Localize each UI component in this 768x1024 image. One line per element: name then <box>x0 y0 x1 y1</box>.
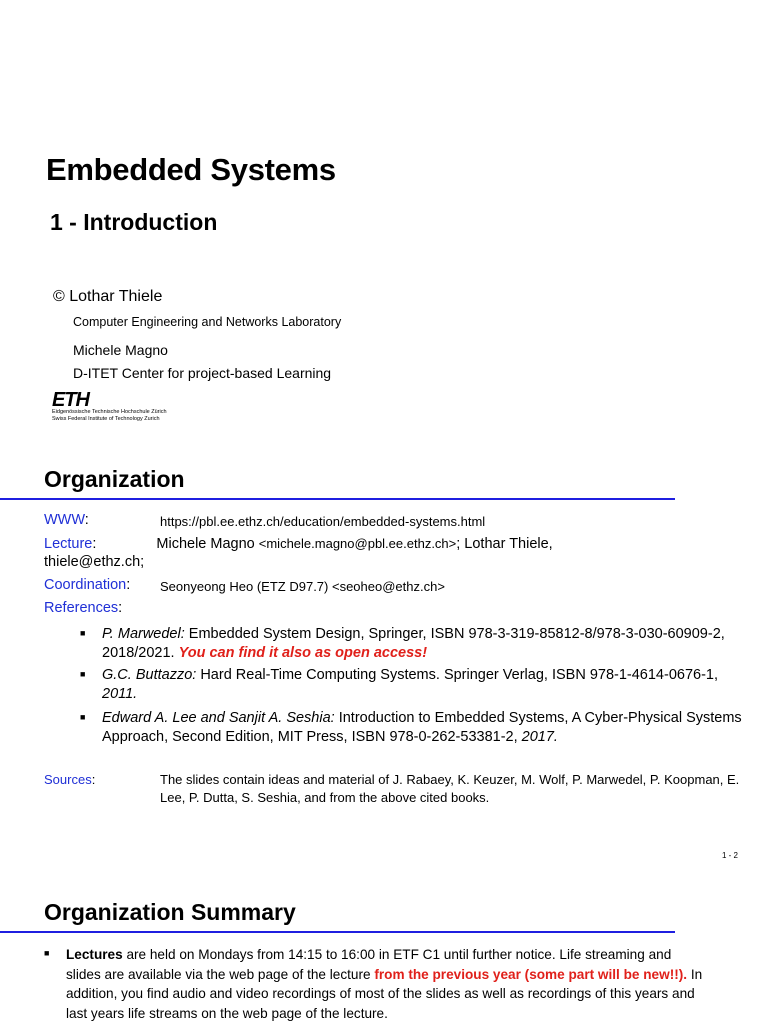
www-row <box>44 512 89 528</box>
lectures-bold: Lectures <box>66 947 123 962</box>
open-access-note: You can find it also as open access! <box>178 645 428 661</box>
lecture-rest1: ; Lothar Thiele, <box>456 536 553 552</box>
sources-label: Sources <box>44 772 92 787</box>
reference-item <box>102 709 742 747</box>
lecture-label: Lecture <box>44 536 93 552</box>
author-name: © Lothar Thiele <box>53 288 163 305</box>
eth-logo-line2: Swiss Federal Institute of Technology Zurich <box>52 416 160 422</box>
organization-heading: Organization <box>44 466 185 492</box>
heading-rule <box>0 498 675 500</box>
reference-author: G.C. Buttazzo: <box>102 667 197 683</box>
eth-logo-line1: Eidgenössische Technische Hochschule Zürich <box>52 409 167 415</box>
reference-year: 2011. <box>102 686 138 702</box>
sources-colon: : <box>91 772 96 787</box>
slide-title: Embedded Systems <box>46 152 336 187</box>
reference-item <box>102 666 742 704</box>
bullet-icon: ■ <box>44 948 50 958</box>
coordination-value: Seonyeong Heo (ETZ D97.7) <seoheo@ethz.ch> <box>160 579 445 594</box>
bullet-icon: ■ <box>80 628 86 638</box>
lecture-row <box>44 535 744 571</box>
sources-text: The slides contain ideas and material of J. Rabaey, K. Keuzer, M. Wolf, P. Marwedel, P. Koopman, E. Lee, P. Dutta, S. Seshia, and from the above cited books. <box>160 772 740 805</box>
reference-item <box>102 625 742 663</box>
lectures-text1: are held on Mondays from 14:15 to 16:00 in ETF C1 until further notice. Life streaming and slides are available via the web page of the lecture <box>66 947 672 982</box>
page-number: 1 - 2 <box>721 851 738 860</box>
lectures-text2: In addition, you find audio and video recordings of most of the slides as well as recordings of this years and last years life streams on the web page of the lecture. <box>66 966 703 1021</box>
eth-logo <box>52 391 192 423</box>
reference-text: Hard Real-Time Computing Systems. Springer Verlag, ISBN 978-1-4614-0676-1, <box>196 667 718 683</box>
previous-year-note: from the previous year (some part will be new!!). <box>374 966 688 982</box>
lecture-colon: : <box>92 536 97 552</box>
lectures-paragraph <box>66 945 706 1023</box>
references-colon: : <box>118 600 123 616</box>
coordination-row <box>44 577 130 593</box>
references-row <box>44 600 122 616</box>
reference-text: Embedded System Design, Springer, ISBN 978-3-319-85812-8/978-3-030-60909-2, 2018/2021. <box>102 626 725 661</box>
lecturer-email: <michele.magno@pbl.ee.ethz.ch> <box>258 536 457 551</box>
reference-author: P. Marwedel: <box>102 626 185 642</box>
reference-year: 2017. <box>521 729 558 745</box>
www-link[interactable]: https://pbl.ee.ethz.ch/education/embedded-systems.html <box>160 514 486 529</box>
references-label: References <box>44 600 119 616</box>
organization-summary-heading: Organization Summary <box>44 899 296 925</box>
sources-row <box>44 772 95 787</box>
eth-logo-mark: ETH <box>52 389 89 411</box>
coordination-colon: : <box>126 577 131 593</box>
reference-author: Edward A. Lee and Sanjit A. Seshia: <box>102 710 335 726</box>
bullet-icon: ■ <box>80 712 86 722</box>
lecture-rest2: thiele@ethz.ch; <box>44 554 145 570</box>
www-colon: : <box>84 512 89 528</box>
coauthor-name: Michele Magno <box>73 342 168 358</box>
lab-name: Computer Engineering and Networks Laboratory <box>73 315 342 329</box>
lecturer-name: Michele Magno <box>156 536 255 552</box>
slide-subtitle: 1 - Introduction <box>50 209 218 235</box>
bullet-icon: ■ <box>80 669 86 679</box>
center-name: D-ITET Center for project-based Learning <box>73 365 332 381</box>
www-label: WWW <box>44 512 85 528</box>
coordination-label: Coordination <box>44 577 127 593</box>
heading-rule <box>0 931 675 933</box>
reference-text: Introduction to Embedded Systems, A Cyber-Physical Systems Approach, Second Edition, MIT Press, ISBN 978-0-262-53381-2, <box>102 710 742 745</box>
